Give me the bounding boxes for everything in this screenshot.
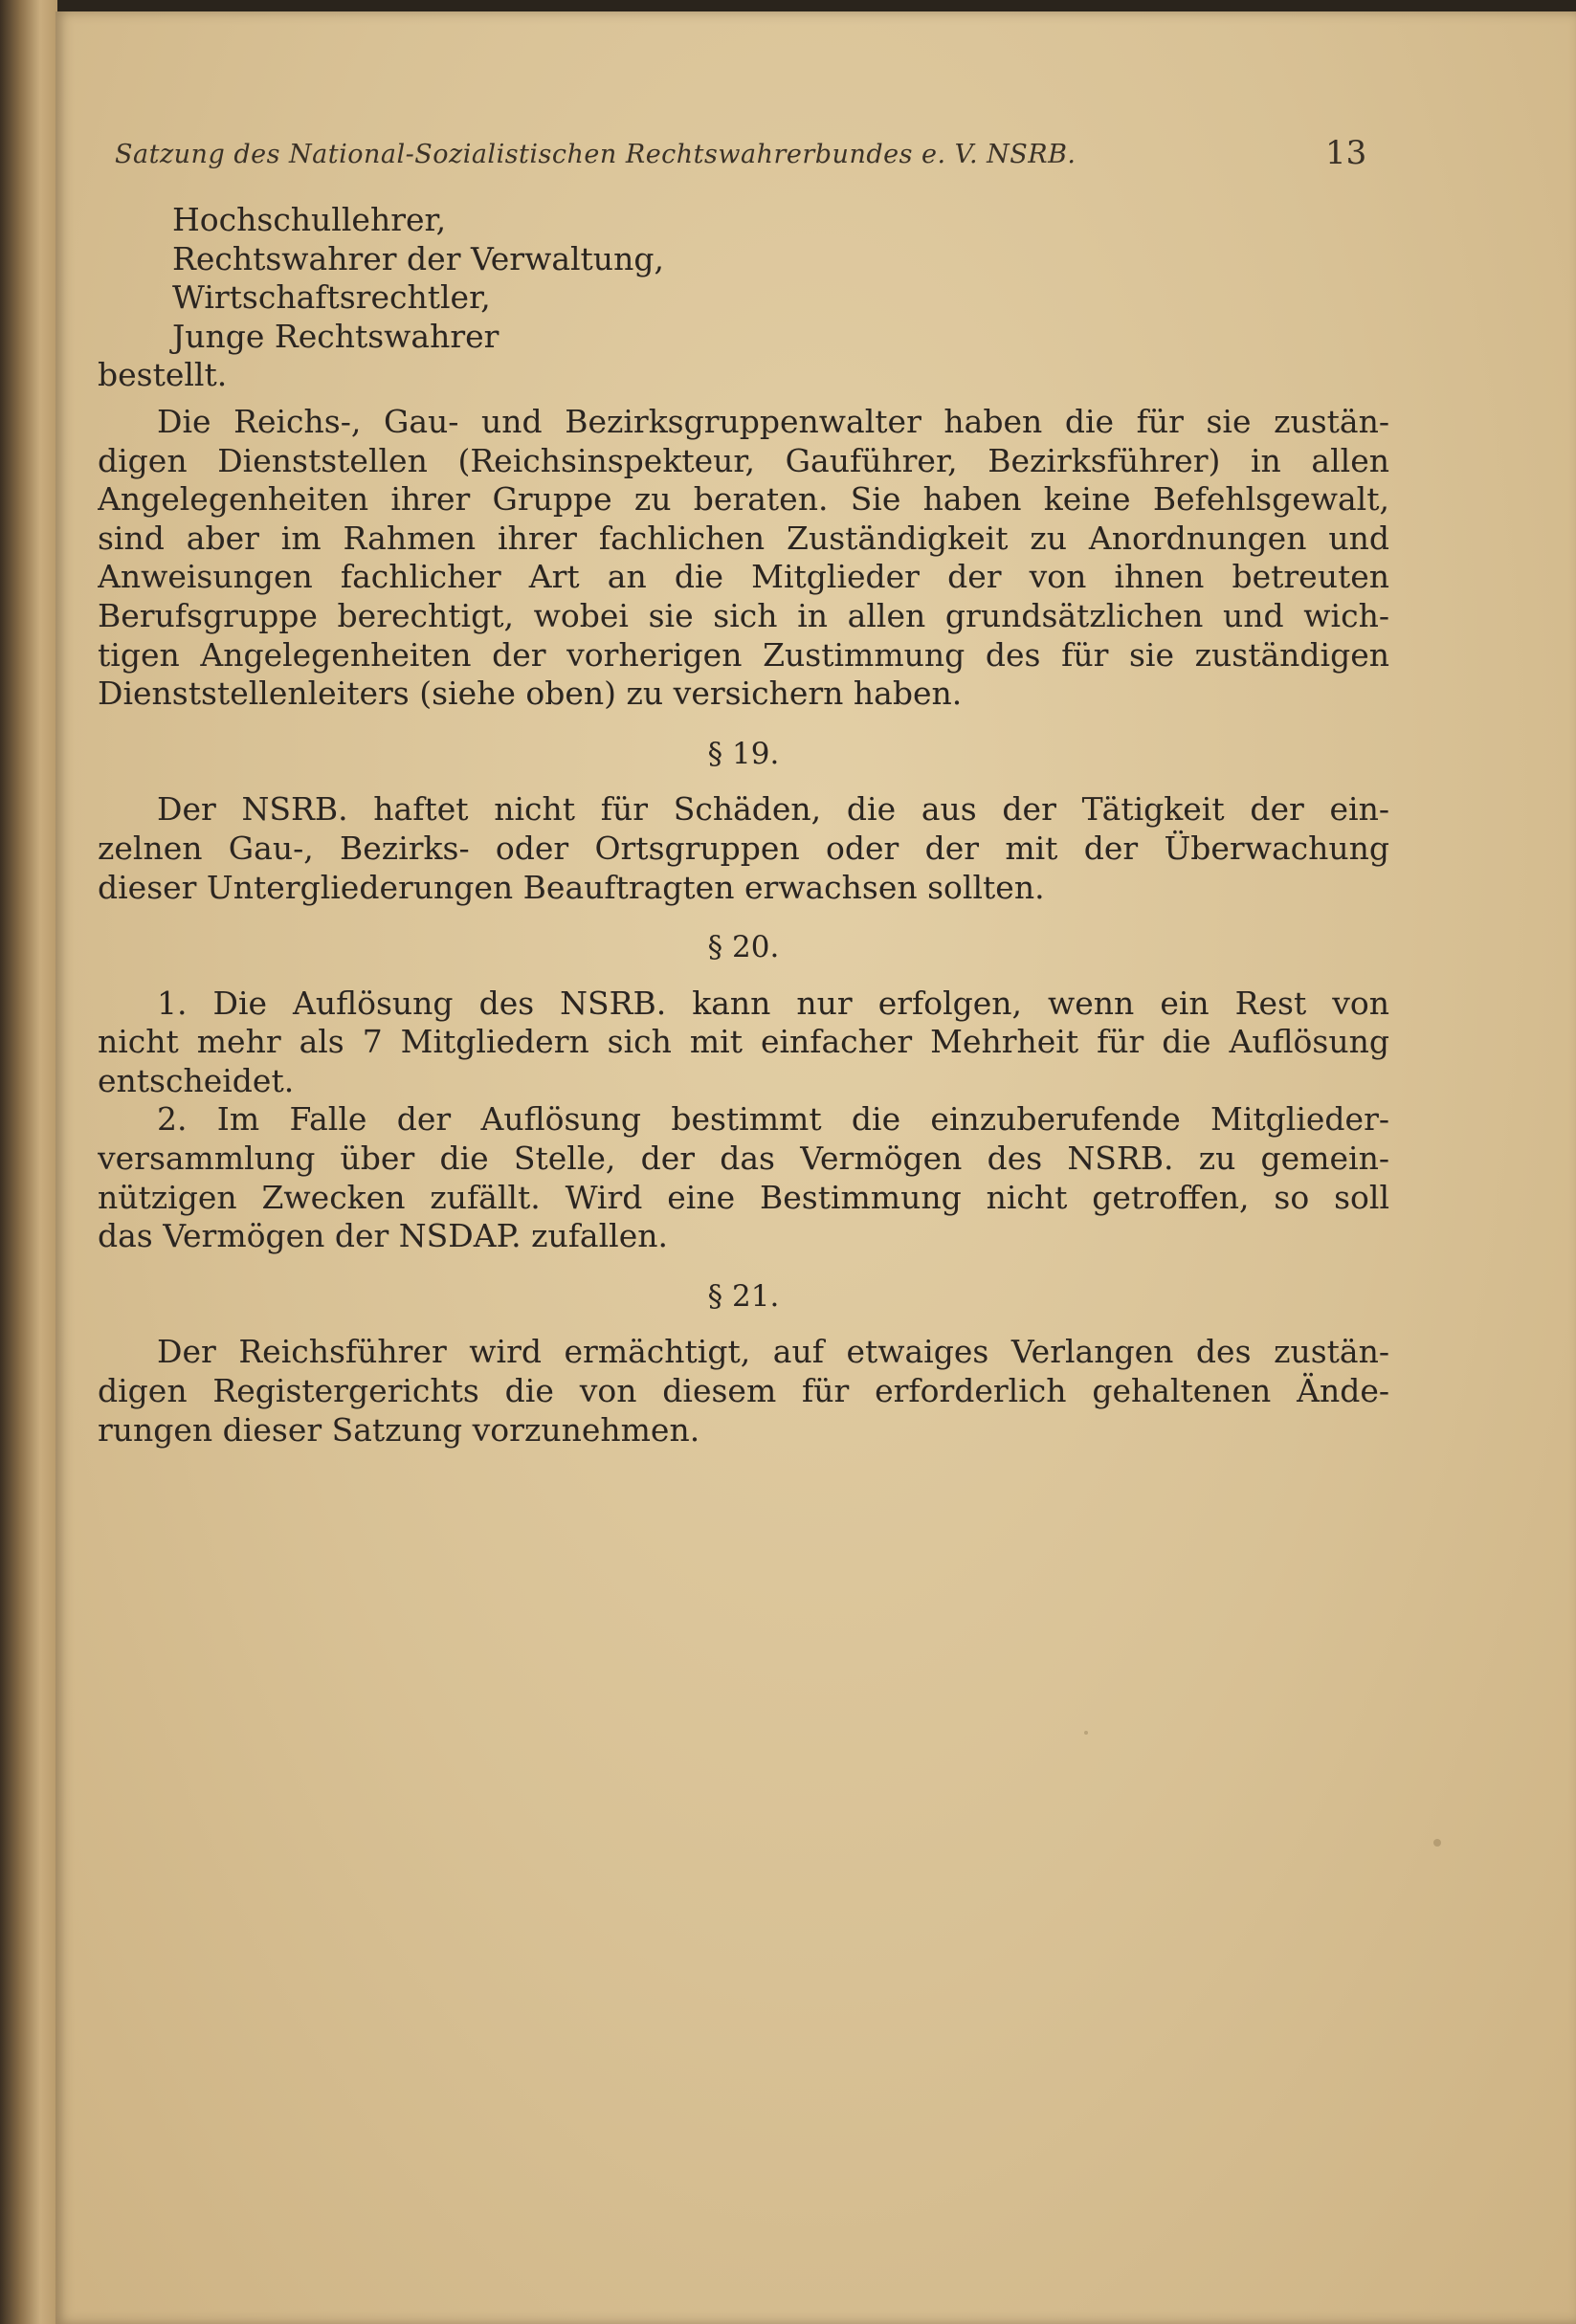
paper-spot: [1084, 1731, 1088, 1735]
paragraph-line: 1. Die Auflösung des NSRB. kann nur erfolgen, wenn ein Rest von: [157, 984, 1389, 1022]
section-20-item-1: [98, 985, 1389, 1101]
list-end-text: bestellt.: [98, 356, 228, 394]
running-header: Satzung des National-Sozialistischen Rechtswahrerbundes e. V. NSRB.: [115, 140, 1077, 169]
section-heading-19: § 19.: [707, 736, 780, 771]
paragraph-line: tigen Angelegenheiten der vorherigen Zustimmung des für sie zuständigen: [98, 635, 1389, 674]
paragraph-line: digen Dienststellen (Reichsinspekteur, Gauführer, Bezirksführer) in allen: [98, 441, 1389, 479]
paragraph-line: Anweisungen fachlicher Art an die Mitglieder der von ihnen betreuten: [98, 558, 1389, 596]
paragraph-line: dieser Untergliederungen Beauftragten erwachsen sollten.: [98, 868, 1045, 906]
paragraph-line: versammlung über die Stelle, der das Vermögen des NSRB. zu gemein-: [98, 1140, 1389, 1178]
paragraph-line: Angelegenheiten ihrer Gruppe zu beraten. Sie haben keine Befehlsgewalt,: [98, 480, 1389, 519]
paragraph-line: 2. Im Falle der Auflösung bestimmt die einzuberufende Mitglieder-: [157, 1100, 1389, 1139]
paragraph-line: Dienststellenleiters (siehe oben) zu versichern haben.: [98, 675, 963, 713]
paragraph-line: entscheidet.: [98, 1061, 295, 1099]
paper-spot: [1433, 1839, 1441, 1847]
paragraph-line: nützigen Zwecken zufällt. Wird eine Bestimmung nicht getroffen, so soll: [98, 1178, 1389, 1216]
spacer: [98, 395, 1389, 403]
page-number: 13: [1325, 134, 1367, 172]
paragraph-line: nicht mehr als 7 Mitgliedern sich mit einfacher Mehrheit für die Auflösung: [98, 1023, 1389, 1061]
paragraph-line: Die Reichs-, Gau- und Bezirksgruppenwalter haben die für sie zustän-: [157, 402, 1389, 440]
paragraph-line: sind aber im Rahmen ihrer fachlichen Zuständigkeit zu Anordnungen und: [98, 519, 1389, 557]
paragraph-line: zelnen Gau-, Bezirks- oder Ortsgruppen oder der mit der Überwachung: [98, 829, 1389, 867]
list-item: Rechtswahrer der Verwaltung,: [172, 239, 664, 277]
paragraph-line: das Vermögen der NSDAP. zufallen.: [98, 1217, 668, 1255]
paragraph-line: rungen dieser Satzung vorzunehmen.: [98, 1410, 700, 1449]
paragraph-line: Berufsgruppe berechtigt, wobei sie sich in allen grundsätzlichen und wich-: [98, 596, 1389, 634]
document-body: [98, 201, 1389, 1450]
section-20-item-2: [98, 1100, 1389, 1255]
section-19-text: [98, 790, 1389, 907]
paragraph-line: digen Registergerichts die von diesem für erforderlich gehaltenen Ände-: [98, 1372, 1389, 1410]
paragraph-line: Der NSRB. haftet nicht für Schäden, die aus der Tätigkeit der ein-: [157, 790, 1389, 829]
list-block: [98, 201, 1389, 395]
section-heading-20: § 20.: [707, 930, 780, 965]
paragraph-line: Der Reichsführer wird ermächtigt, auf etwaiges Verlangen des zustän-: [157, 1333, 1389, 1371]
list-item: Hochschullehrer,: [172, 201, 447, 238]
paragraph-duties: [98, 403, 1389, 714]
section-heading-21: § 21.: [707, 1278, 780, 1314]
book-spine-edge: [0, 0, 57, 2324]
list-item: Wirtschaftsrechtler,: [172, 278, 491, 317]
list-item: Junge Rechtswahrer: [172, 317, 499, 355]
section-21-text: [98, 1333, 1389, 1450]
